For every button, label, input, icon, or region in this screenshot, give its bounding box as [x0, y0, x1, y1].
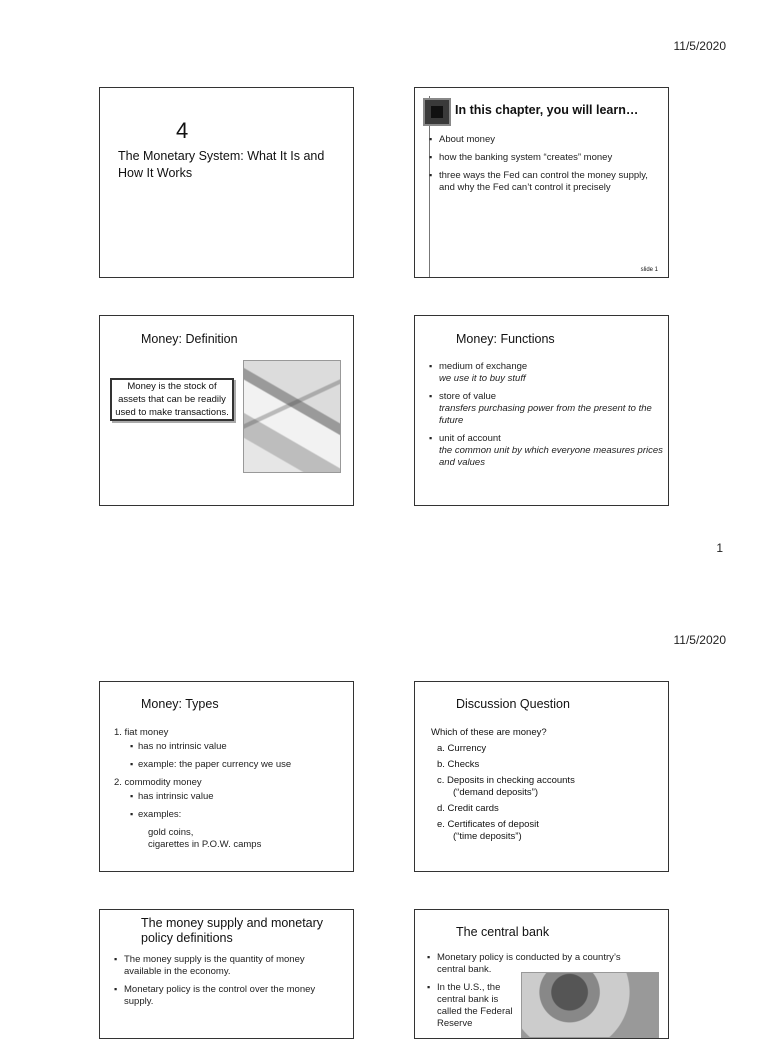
slide-money-types	[99, 681, 354, 872]
slide-money-supply	[99, 909, 354, 1039]
option-item: (“time deposits”)	[453, 831, 522, 842]
option-item: c. Deposits in checking accounts	[437, 775, 575, 786]
sub-list	[130, 741, 350, 771]
page-date: 11/5/2020	[673, 39, 726, 53]
example-line: gold coins,	[148, 827, 194, 838]
list-item: ▪ Monetary policy is conducted by a country’s central bank.	[427, 952, 642, 976]
sub-item: ▪ has intrinsic value	[130, 791, 350, 803]
list-item	[114, 777, 350, 851]
discussion-question: Which of these are money?	[431, 727, 547, 738]
function-detail: the common unit by which everyone measures prices and values	[439, 445, 663, 468]
slide-footer: slide 1	[640, 267, 658, 273]
list-item	[429, 391, 665, 427]
option-item: a. Currency	[437, 743, 487, 754]
function-name: unit of account	[439, 433, 501, 444]
example-line: cigarettes in P.O.W. camps	[148, 839, 262, 850]
chapter-number: 4	[176, 118, 189, 143]
chapter-title: The Monetary System: What It Is and How It Works	[118, 149, 325, 180]
page-date: 11/5/2020	[673, 633, 726, 647]
list-item	[114, 727, 350, 771]
slide-title: Money: Definition	[141, 332, 238, 346]
option-item: (“demand deposits”)	[453, 787, 539, 798]
slide-title: The central bank	[456, 925, 550, 939]
slide-money-functions	[414, 315, 669, 506]
slide-title	[99, 87, 354, 278]
type-name: 1. fiat money	[114, 727, 169, 738]
functions-list	[429, 361, 665, 475]
sub-item: ▪ example: the paper currency we use	[130, 759, 350, 771]
list-item	[429, 361, 665, 385]
option-item: d. Credit cards	[437, 803, 499, 814]
learn-list	[429, 134, 659, 200]
money-photo	[243, 360, 341, 473]
slide-title: Money: Types	[141, 697, 219, 711]
slide-central-bank	[414, 909, 669, 1039]
definition-box: Money is the stock of assets that can be readily used to make transactions.	[110, 378, 234, 421]
list-item: ▪ The money supply is the quantity of money available in the economy.	[114, 954, 334, 978]
sub-item: ▪ examples:	[130, 809, 350, 821]
list-item: ▪ About money	[429, 134, 659, 146]
list-item: ▪ how the banking system “creates” money	[429, 152, 659, 164]
types-list	[114, 727, 350, 857]
function-name: medium of exchange	[439, 361, 528, 372]
slide-title: Discussion Question	[456, 697, 570, 711]
option-item: e. Certificates of deposit	[437, 819, 539, 830]
slide-title: Money: Functions	[456, 332, 555, 346]
list-item	[429, 433, 665, 469]
list-item: ▪ three ways the Fed can control the money supply, and why the Fed can’t control it precisely	[429, 170, 659, 194]
page-number: 1	[716, 541, 723, 555]
slide-learn	[414, 87, 669, 278]
option-item: b. Checks	[437, 759, 480, 770]
chapter-icon	[423, 98, 451, 126]
fed-building-photo	[521, 972, 659, 1038]
slide-discussion	[414, 681, 669, 872]
options-list	[437, 743, 575, 843]
slide-title: The money supply and monetary policy definitions	[141, 916, 324, 945]
list-item: ▪ Monetary policy is the control over the money supply.	[114, 984, 334, 1008]
function-name: store of value	[439, 391, 497, 402]
sub-item: ▪ has no intrinsic value	[130, 741, 350, 753]
type-name: 2. commodity money	[114, 777, 202, 788]
slide-title: In this chapter, you will learn…	[455, 103, 639, 117]
supply-list	[114, 954, 334, 1014]
sub-list	[130, 791, 350, 821]
slide-money-definition	[99, 315, 354, 506]
function-detail: transfers purchasing power from the present to the future	[439, 403, 652, 426]
function-detail: we use it to buy stuff	[439, 373, 526, 384]
list-item: ▪ In the U.S., the central bank is called the Federal Reserve	[427, 982, 513, 1030]
